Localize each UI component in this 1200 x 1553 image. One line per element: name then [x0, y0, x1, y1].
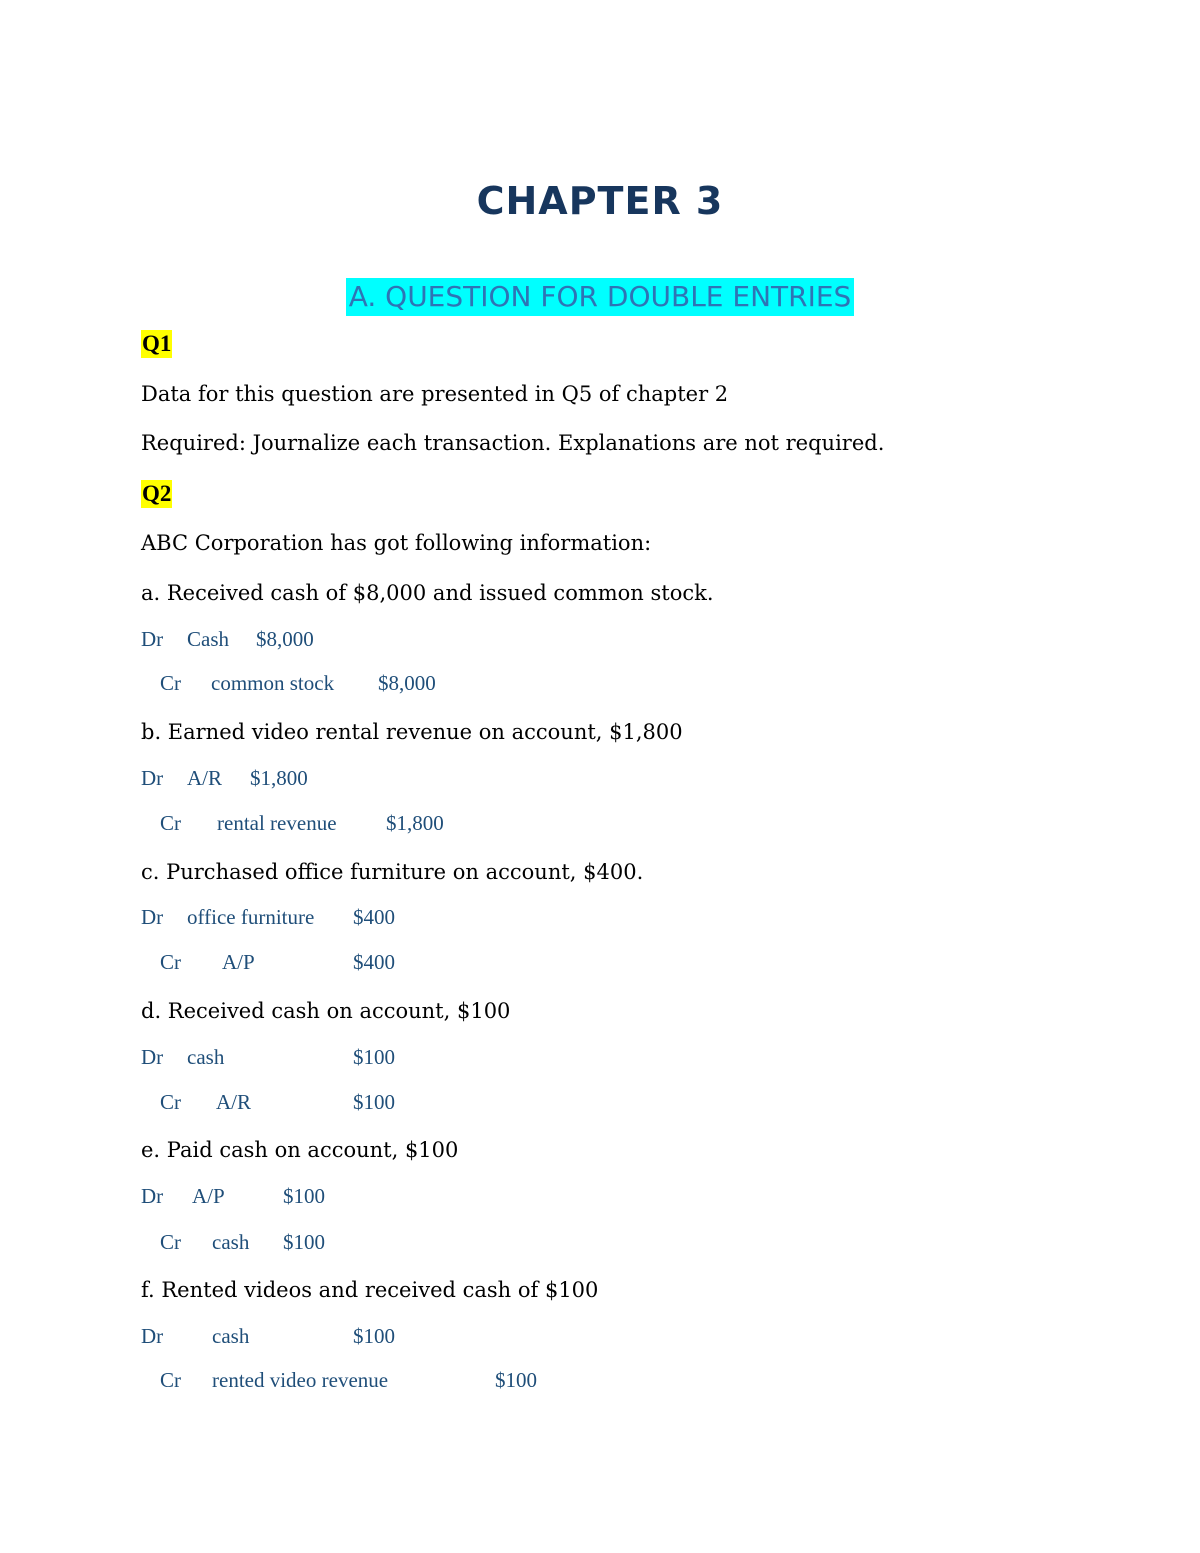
- transaction-b-text: b. Earned video rental revenue on account, $1,800: [141, 720, 683, 744]
- entry-f-cr-account: rented video revenue: [212, 1368, 389, 1392]
- entry-a-cr-amount: $8,000: [378, 671, 436, 695]
- entry-e-dr-account: A/P: [192, 1184, 225, 1208]
- transaction-d-text: d. Received cash on account, $100: [141, 999, 511, 1023]
- entry-b-cr-account: rental revenue: [217, 811, 337, 835]
- chapter-title: CHAPTER 3: [476, 179, 724, 223]
- entry-d-dr-tag: Dr: [141, 1045, 164, 1069]
- entry-e-cr-amount: $100: [283, 1230, 325, 1254]
- entry-f-cr-amount: $100: [495, 1368, 537, 1392]
- q1-label: Q1: [142, 331, 172, 356]
- entry-a-dr-amount: $8,000: [256, 627, 314, 651]
- entry-e-cr-account: cash: [212, 1230, 250, 1254]
- entry-c-dr-account: office furniture: [187, 905, 315, 929]
- transaction-f-text: f. Rented videos and received cash of $100: [141, 1278, 599, 1302]
- transaction-c-text: c. Purchased office furniture on account, $400.: [141, 860, 644, 884]
- entry-d-cr-amount: $100: [353, 1090, 395, 1114]
- q1-line-1: Data for this question are presented in Q5 of chapter 2: [141, 382, 729, 406]
- q2-intro: ABC Corporation has got following information:: [141, 531, 652, 555]
- entry-c-cr-tag: Cr: [160, 950, 181, 974]
- section-heading-wrap: [0, 278, 1200, 316]
- entry-b-dr-account: A/R: [187, 766, 223, 790]
- entry-f-cr-tag: Cr: [160, 1368, 181, 1392]
- transaction-a-text: a. Received cash of $8,000 and issued common stock.: [141, 581, 714, 605]
- entry-e-dr-amount: $100: [283, 1184, 325, 1208]
- entry-c-cr-amount: $400: [353, 950, 395, 974]
- entry-d-dr-amount: $100: [353, 1045, 395, 1069]
- entry-c-cr-account: A/P: [222, 950, 255, 974]
- entry-d-dr-account: cash: [187, 1045, 225, 1069]
- entry-d-cr-tag: Cr: [160, 1090, 181, 1114]
- entry-b-cr-tag: Cr: [160, 811, 181, 835]
- entry-e-cr-tag: Cr: [160, 1230, 181, 1254]
- entry-f-dr-tag: Dr: [141, 1324, 164, 1348]
- transaction-e-text: e. Paid cash on account, $100: [141, 1138, 459, 1162]
- section-heading: A. QUESTION FOR DOUBLE ENTRIES: [346, 278, 855, 316]
- entry-b-cr-amount: $1,800: [386, 811, 444, 835]
- entry-f-dr-account: cash: [212, 1324, 250, 1348]
- entry-e-dr-tag: Dr: [141, 1184, 164, 1208]
- entry-a-dr-tag: Dr: [141, 627, 164, 651]
- entry-a-cr-account: common stock: [211, 671, 335, 695]
- entry-c-dr-amount: $400: [353, 905, 395, 929]
- q2-label: Q2: [142, 481, 172, 506]
- entry-c-dr-tag: Dr: [141, 905, 164, 929]
- entry-b-dr-tag: Dr: [141, 766, 164, 790]
- entry-f-dr-amount: $100: [353, 1324, 395, 1348]
- q1-line-2: Required: Journalize each transaction. Explanations are not required.: [141, 431, 885, 455]
- entry-b-dr-amount: $1,800: [250, 766, 308, 790]
- entry-d-cr-account: A/R: [216, 1090, 252, 1114]
- entry-a-dr-account: Cash: [187, 627, 229, 651]
- entry-a-cr-tag: Cr: [160, 671, 181, 695]
